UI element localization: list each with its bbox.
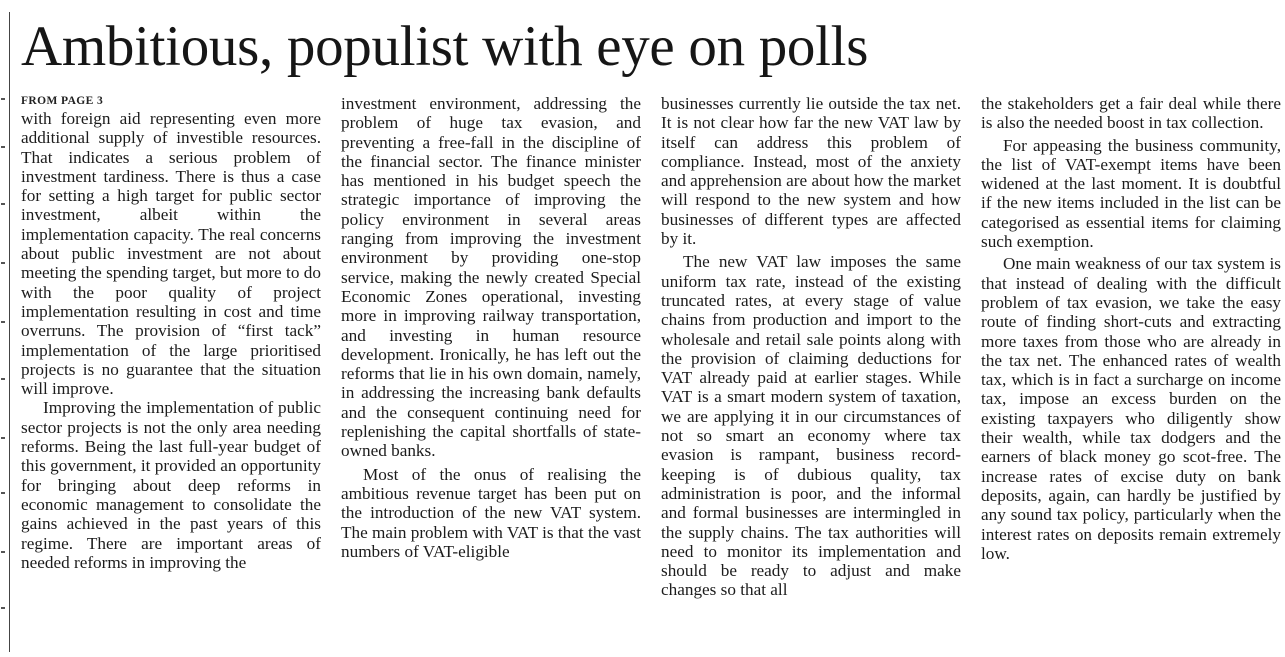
paragraph-9: One main weakness of our tax system is that instead of dealing with the difficult problem of tax evasion, we take the easy route of finding short-cuts and extracting more taxes from those who are already in the tax net. The enhanced rates of wealth tax, which is in fact a surcharge on income tax, impose an excess burden on the existing taxpayers who diligently show their wealth, while tax dodgers and the earners of black money go scot-free. The increase rates of excise duty on bank deposits, again, can hardly be justified by any sound tax policy, particularly when the interest rates on deposits remain extremely low. [981,254,1281,563]
paragraph-4: Most of the onus of realising the ambitious revenue target has been put on the introduction of the new VAT system. The main problem with VAT is that the vast numbers of VAT-eligible [341,464,641,561]
paragraph-2: Improving the implementation of public sector projects is not the only area needing reforms. Being the last full-year budget of this government, it provided an opportunity for bringing about deep reforms in economic management to consolidate the gains achieved in the past years of this regime. There are important areas of needed reforms in improving the [21,398,321,572]
article-column-4 [981,94,1281,563]
paragraph-5: businesses currently lie outside the tax net. It is not clear how far the new VAT law by itself can address this problem of compliance. Instead, most of the anxiety and apprehension are about how the market will respond to the new system and how businesses of different types are affected by it. [661,94,961,249]
jump-kicker: FROM PAGE 3 [21,95,104,107]
paragraph-7: the stakeholders get a fair deal while there is also the needed boost in tax collection. [981,94,1281,133]
article-column-2 [341,94,641,561]
paragraph-3: investment environment, addressing the problem of huge tax evasion, and preventing a free-fall in the discipline of the financial sector. The finance minister has mentioned in his budget speech the strategic importance of improving the policy environment in several areas ranging from improving the investment environment by providing one-stop service, making the newly created Special Economic Zones operational, investing more in improving railway transportation, and investing in human resource development. Ironically, he has left out the reforms that lie in his own domain, namely, in addressing the increasing bank defaults and the consequent continuing need for replenishing the capital shortfalls of state-owned banks. [341,94,641,461]
headline: Ambitious, populist with eye on polls [21,15,869,78]
paragraph-8: For appeasing the business community, the list of VAT-exempt items have been widened at the last moment. It is doubtful if the new items included in the list can be categorised as essential items for claiming such exemption. [981,135,1281,252]
paragraph-6: The new VAT law imposes the same uniform tax rate, instead of the existing truncated rates, at every stage of value chains from production and import to the wholesale and retail sale points along with the provision of claiming deductions for VAT already paid at earlier stages. While VAT is a smart modern system of taxation, we are applying it in our circumstances of not so smart an economy where tax evasion is rampant, business record-keeping is of dubious quality, tax administration is poor, and the informal and formal businesses are intermingled in the supply chains. The tax authorities will need to monitor its implementation and should be ready to adjust and make changes so that all [661,252,961,600]
page-edge-marks [0,0,6,657]
paragraph-1: with foreign aid representing even more additional supply of investible resources. That indicates a serious problem of investment tardiness. There is thus a case for setting a high target for public sector investment, albeit within the implementation capacity. The real concerns about public investment are not about meeting the spending target, but more to do with the poor quality of project implementation resulting in cost and time overruns. The provision of “first tack” implementation of the large prioritised projects is no guarantee that the situation will improve. [21,109,321,399]
article-column-1 [21,94,321,572]
column-rule-left [9,12,10,652]
article-column-3 [661,94,961,600]
